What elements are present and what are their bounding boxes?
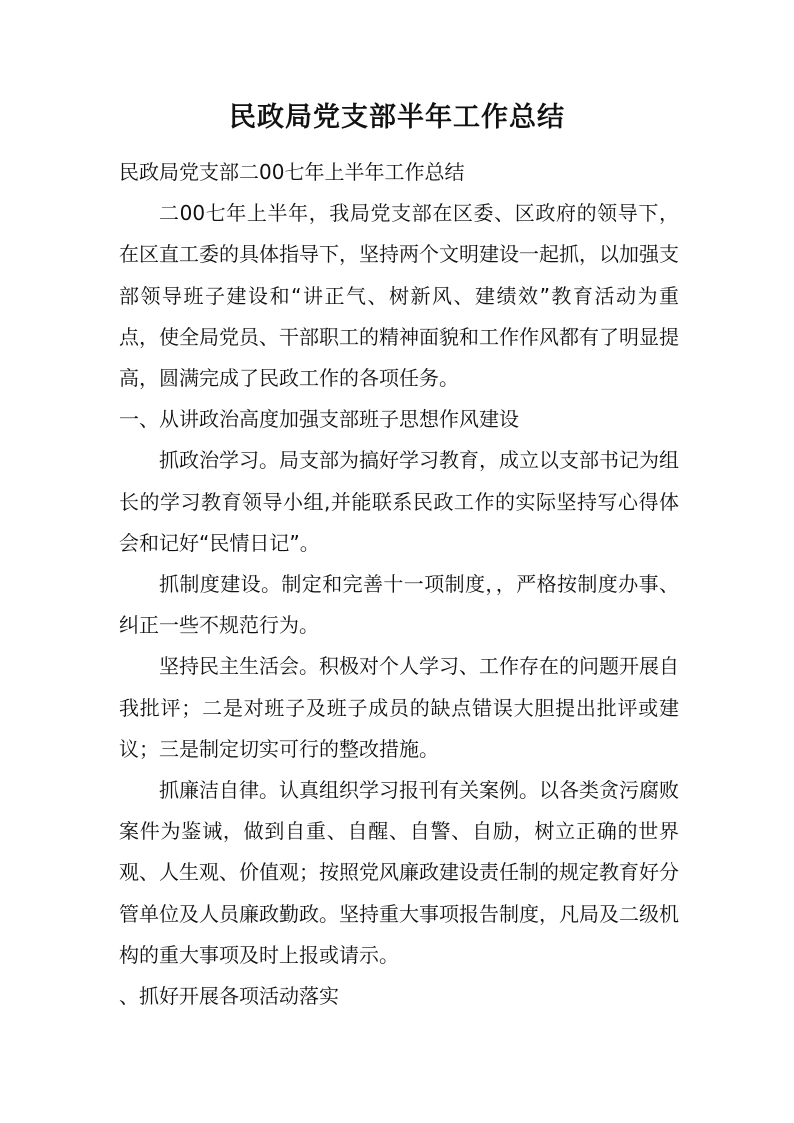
section-heading-2: 、抓好开展各项活动落实 bbox=[119, 984, 339, 1009]
paragraph-political-study: 抓政治学习。局支部为搞好学习教育，成立以支部书记为组长的学习教育领导小组,并能联系民政工作的实际坚持写心得体会和记好“民情日记”。 bbox=[119, 448, 679, 555]
document-body bbox=[119, 152, 679, 1017]
paragraph-system-building: 抓制度建设。制定和完善十一项制度，，严格按制度办事、纠正一些不规范行为。 bbox=[119, 572, 679, 638]
paragraph-democratic-meeting: 坚持民主生活会。积极对个人学习、工作存在的问题开展自我批评；二是对班子及班子成员的缺点错误大胆提出批评或建议；三是制定切实可行的整改措施。 bbox=[119, 654, 679, 761]
intro-paragraph: 二00七年上半年，我局党支部在区委、区政府的领导下，在区直工委的具体指导下，坚持两个文明建设一起抓，以加强支部领导班子建设和“讲正气、树新风、建绩效”教育活动为重点，使全局党员、干部职工的精神面貌和工作作风都有了明显提高，圆满完成了民政工作的各项任务。 bbox=[119, 201, 679, 391]
subtitle-line: 民政局党支部二00七年上半年工作总结 bbox=[119, 160, 465, 184]
document-title: 民政局党支部半年工作总结 bbox=[229, 102, 565, 133]
paragraph-integrity: 抓廉洁自律。认真组织学习报刊有关案例。以各类贪污腐败案件为鉴诫，做到自重、自醒、自警、自励，树立正确的世界观、人生观、价值观；按照党风廉政建设责任制的规定教育好分管单位及人员廉政勤政。坚持重大事项报告制度，凡局及二级机构的重大事项及时上报或请示。 bbox=[119, 778, 679, 967]
section-heading-1: 一、从讲政治高度加强支部班子思想作风建设 bbox=[119, 407, 519, 432]
